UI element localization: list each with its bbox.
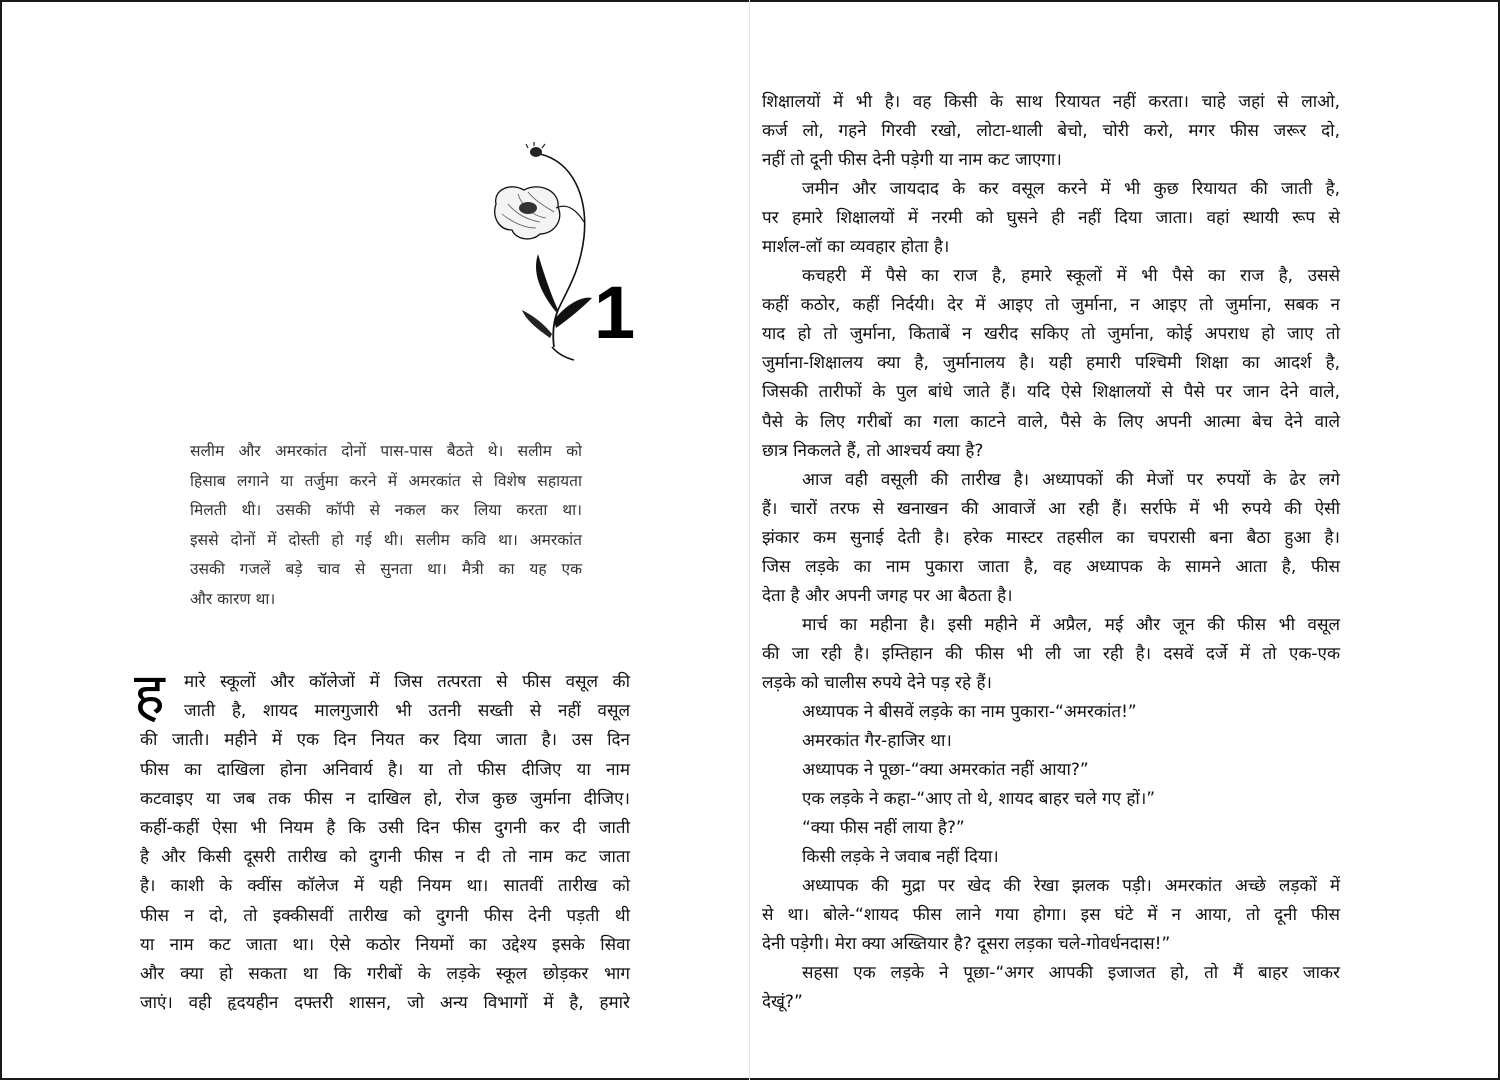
left-page-body bbox=[134, 660, 630, 1018]
body-line: हैं। चारों तरफ से खनाखन की आवाजें आ रही हैं। सर्राफे में भी रुपये की ऐसी bbox=[762, 498, 1340, 519]
body-line: और क्या हो सकता था कि गरीबों के लड़के स्कूल छोड़कर भाग bbox=[140, 963, 630, 984]
body-line: अमरकांत गैर-हाजिर था। bbox=[802, 731, 952, 752]
body-line: छात्र निकलते हैं, तो आश्चर्य क्या है? bbox=[762, 440, 984, 461]
body-line: किसी लड़के ने जवाब नहीं दिया। bbox=[802, 847, 999, 868]
body-line: याद हो तो जुर्माना, किताबें न खरीद सकिए तो जुर्माना, कोई अपराध हो जाए तो bbox=[762, 324, 1340, 345]
body-line: एक लड़के ने कहा-“आए तो थे, शायद बाहर चले गए हों।” bbox=[802, 789, 1156, 810]
body-line: देनी पड़ेगी। मेरा क्या अख्तियार है? दूसरा लड़का चले-गोवर्धनदास!” bbox=[762, 934, 1171, 955]
body-line: जमीन और जायदाद के कर वसूल करने में भी कुछ रियायत की जाती है, bbox=[802, 179, 1340, 200]
body-line: मारे स्कूलों और कॉलेजों में जिस तत्परता से फीस वसूल की bbox=[184, 672, 630, 692]
body-line: है और किसी दूसरी तारीख को दुगनी फीस न दी तो नाम कट जाता bbox=[140, 847, 630, 868]
body-line: कटवाइए या जब तक फीस न दाखिल हो, रोज कुछ जुर्माना दीजिए। bbox=[140, 788, 630, 809]
body-line: आज वही वसूली की तारीख है। अध्यापकों की मेजों पर रुपयों के ढेर लगे bbox=[802, 469, 1340, 490]
body-line: अध्यापक की मुद्रा पर खेद की रेखा झलक पड़ी। अमरकांत अच्छे लड़कों में bbox=[802, 876, 1340, 897]
epigraph-line: मिलती थी। उसकी कॉपी से नकल कर लिया करता था। bbox=[190, 501, 582, 519]
body-line: की जाती। महीने में एक दिन नियत कर दिया जाता है। उस दिन bbox=[140, 730, 630, 751]
body-line: जिसकी तारीफों के पुल बांधे जाते हैं। यदि ऐसे शिक्षालयों से पैसे पर जान देने वाले, bbox=[762, 382, 1340, 403]
epigraph-line: उसकी गजलें बड़े चाव से सुनता था। मैत्री का यह एक bbox=[190, 560, 582, 578]
body-line: अध्यापक ने बीसवें लड़के का नाम पुकारा-“अमरकांत!” bbox=[802, 701, 1137, 722]
body-line: देखूं?” bbox=[762, 992, 803, 1013]
body-line: शिक्षालयों में भी है। वह किसी के साथ रियायत नहीं करता। चाहे जहां से लाओ, bbox=[762, 92, 1340, 112]
body-line: जुर्माना-शिक्षालय क्या है, जुर्मानालय है। यही हमारी पश्चिमी शिक्षा का आदर्श है, bbox=[762, 353, 1340, 374]
body-line: फीस न दो, तो इक्कीसवीं तारीख को दुगनी फीस देनी पड़ती थी bbox=[140, 905, 630, 926]
body-line: कचहरी में पैसे का राज है, हमारे स्कूलों में भी पैसे का राज है, उससे bbox=[802, 266, 1340, 287]
body-line: अध्यापक ने पूछा-“क्या अमरकांत नहीं आया?” bbox=[802, 760, 1089, 781]
epigraph-line: इससे दोनों में दोस्ती हो गई थी। सलीम कवि था। अमरकांत bbox=[190, 530, 582, 549]
body-line: कर्ज लो, गहने गिरवी रखो, लोटा-थाली बेचो, चोरी करो, मगर फीस जरूर दो, bbox=[762, 121, 1340, 142]
body-line: की जा रही है। इम्तिहान की फीस भी ली जा रही है। दसवें दर्जे में तो एक-एक bbox=[762, 643, 1340, 664]
body-line: देता है और अपनी जगह पर आ बैठता है। bbox=[762, 585, 1013, 606]
drop-cap: ह bbox=[134, 660, 165, 728]
chapter-epigraph bbox=[190, 437, 582, 614]
body-line: “क्या फीस नहीं लाया है?” bbox=[802, 818, 965, 839]
body-line: कहीं-कहीं ऐसा भी नियम है कि उसी दिन फीस दुगनी कर दी जाती bbox=[140, 817, 630, 838]
body-line: झंकार कम सुनाई देती है। हरेक मास्टर तहसील का चपरासी बना बैठा हुआ है। bbox=[762, 527, 1340, 548]
epigraph-line: और कारण था। bbox=[190, 589, 276, 608]
epigraph-line: हिसाब लगाने या तर्जुमा करने में अमरकांत से विशेष सहायता bbox=[190, 471, 582, 490]
body-line: मार्शल-लॉ का व्यवहार होता है। bbox=[762, 237, 950, 258]
right-page-body bbox=[762, 88, 1340, 1018]
poppy-flower-illustration bbox=[488, 142, 598, 362]
body-line: जाती है, शायद मालगुजारी भी उतनी सख्ती से नहीं वसूल bbox=[184, 701, 630, 722]
body-line: जाएं। वही हृदयहीन दफ्तरी शासन, जो अन्य विभागों में है, हमारे bbox=[140, 993, 630, 1014]
body-line: जिस लड़के का नाम पुकारा जाता है, वह अध्यापक के सामने आता है, फीस bbox=[762, 556, 1340, 577]
body-line: लड़के को चालीस रुपये देने पड़ रहे हैं। bbox=[762, 672, 992, 693]
body-line: सहसा एक लड़के ने पूछा-“अगर आपकी इजाजत हो, तो मैं बाहर जाकर bbox=[802, 963, 1340, 984]
chapter-number: 1 bbox=[594, 271, 636, 354]
body-line: फीस का दाखिला होना अनिवार्य है। या तो फीस दीजिए या नाम bbox=[140, 759, 630, 780]
body-line: कहीं कठोर, कहीं निर्दयी। देर में आइए तो जुर्माना, न आइए तो जुर्माना, सबक न bbox=[762, 295, 1340, 316]
body-line: पर हमारे शिक्षालयों में नरमी को घुसने ही नहीं दिया जाता। वहां स्थायी रूप से bbox=[762, 208, 1340, 229]
body-line: मार्च का महीना है। इसी महीने में अप्रैल, मई और जून की फीस भी वसूल bbox=[802, 614, 1340, 635]
body-line: से था। बोले-“शायद फीस लाने गया होगा। इस घंटे में न आया, तो दूनी फीस bbox=[762, 905, 1340, 926]
body-line: नहीं तो दूनी फीस देनी पड़ेगी या नाम कट जाएगा। bbox=[762, 150, 1062, 171]
body-line: पैसे के लिए गरीबों का गला काटने वाले, पैसे के लिए अपनी आत्मा बेच देने वाले bbox=[762, 411, 1340, 432]
book-gutter bbox=[749, 0, 750, 1080]
body-line: या नाम कट जाता था। ऐसे कठोर नियमों का उद्देश्य इसके सिवा bbox=[140, 934, 630, 955]
epigraph-line: सलीम और अमरकांत दोनों पास-पास बैठते थे। सलीम को bbox=[190, 442, 582, 460]
body-line: है। काशी के क्वींस कॉलेज में यही नियम था। सातवीं तारीख को bbox=[140, 876, 630, 897]
